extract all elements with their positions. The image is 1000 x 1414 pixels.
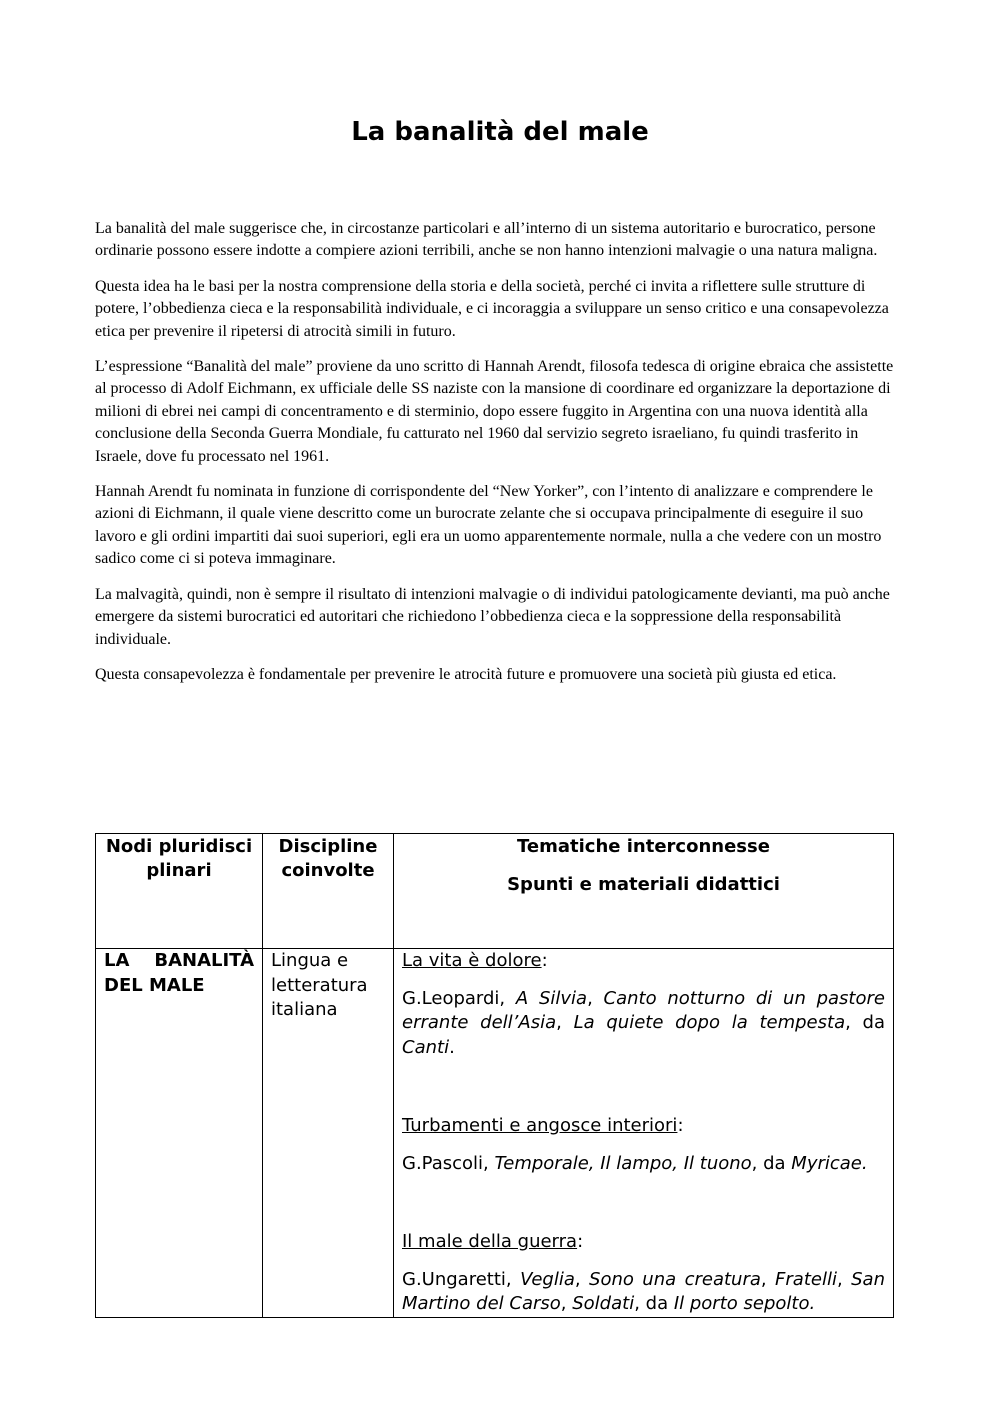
themes-cell <box>394 949 894 1318</box>
theme-heading: Il male della guerra: <box>402 1231 584 1252</box>
theme-heading: Turbamenti e angosce interiori: <box>402 1115 684 1136</box>
discipline-cell: Lingua e letteratura italiana <box>263 949 394 1318</box>
header-nodi: Nodi pluridisciplinari <box>96 834 263 949</box>
paragraph: Questa consapevolezza è fondamentale per prevenire le atrocità future e promuovere una società più giusta ed etica. <box>95 665 837 683</box>
theme-materials: G.Pascoli, Temporale, Il lampo, Il tuono, da Myricae. <box>402 1152 868 1174</box>
paragraph: La malvagità, quindi, non è sempre il risultato di intenzioni malvagie o di individui patologicamente devianti, ma può anche emergere da sistemi burocratici ed autoritari che richiedono l’obbedienza cieca e la soppressione della responsabilità individuale. <box>95 585 890 648</box>
header-tematiche-line1: Tematiche interconnesse <box>517 836 770 857</box>
header-discipline: Discipline coinvolte <box>263 834 394 949</box>
header-tematiche-line2: Spunti e materiali didattici <box>507 874 780 895</box>
paragraph: L’espressione “Banalità del male” proviene da uno scritto di Hannah Arendt, filosofa tedesca di origine ebraica che assistette al processo di Adolf Eichmann, ex ufficiale delle SS naziste con la mansione di coordinare ed organizzare la deportazione di milioni di ebrei nei campi di concentramento e di sterminio, dopo essere fuggito in Argentina con una nuova identità alla conclusione della Seconda Guerra Mondiale, fu catturato nel 1960 dal servizio segreto israeliano, fu quindi trasferito in Israele, dove fu processato nel 1961. <box>95 358 894 465</box>
paragraph: La banalità del male suggerisce che, in circostanze particolari e all’interno di un sistema autoritario e burocratico, persone ordinarie possono essere indotte a compiere azioni terribili, anche se non hanno intenzioni malvagie o una natura maligna. <box>95 220 878 260</box>
body-text <box>95 218 907 699</box>
theme-heading: La vita è dolore: <box>402 950 548 971</box>
node-cell: LA BANALITÀ DEL MALE <box>96 949 263 1318</box>
theme-materials: G.Leopardi, A Silvia, Canto notturno di un pastore errante dell’Asia, La quiete dopo la tempesta, da Canti. <box>402 987 886 1058</box>
paragraph: Questa idea ha le basi per la nostra comprensione della storia e della società, perché ci invita a riflettere sulle strutture di potere, l’obbedienza cieca e la responsabilità individuale, e ci incoraggia a sviluppare un senso critico e una consapevolezza etica per prevenire il ripetersi di atrocità simili in futuro. <box>95 277 889 340</box>
theme-materials: G.Ungaretti, Veglia, Sono una creatura, Fratelli, San Martino del Carso, Soldati, da Il porto sepolto. <box>402 1268 885 1314</box>
table-row <box>96 949 894 1318</box>
document-title: La banalità del male <box>351 117 649 147</box>
header-tematiche <box>394 834 894 949</box>
paragraph: Hannah Arendt fu nominata in funzione di corrispondente del “New Yorker”, con l’intento di analizzare e comprendere le azioni di Eichmann, il quale viene descritto come un burocrate zelante che si occupava principalmente di eseguire il suo lavoro e gli ordini impartiti dai suoi superiori, egli era un uomo apparentemente normale, nulla a che vedere con un mostro sadico come ci si poteva immaginare. <box>95 483 882 568</box>
table-header-row <box>96 834 894 949</box>
nodes-table <box>95 833 894 1318</box>
